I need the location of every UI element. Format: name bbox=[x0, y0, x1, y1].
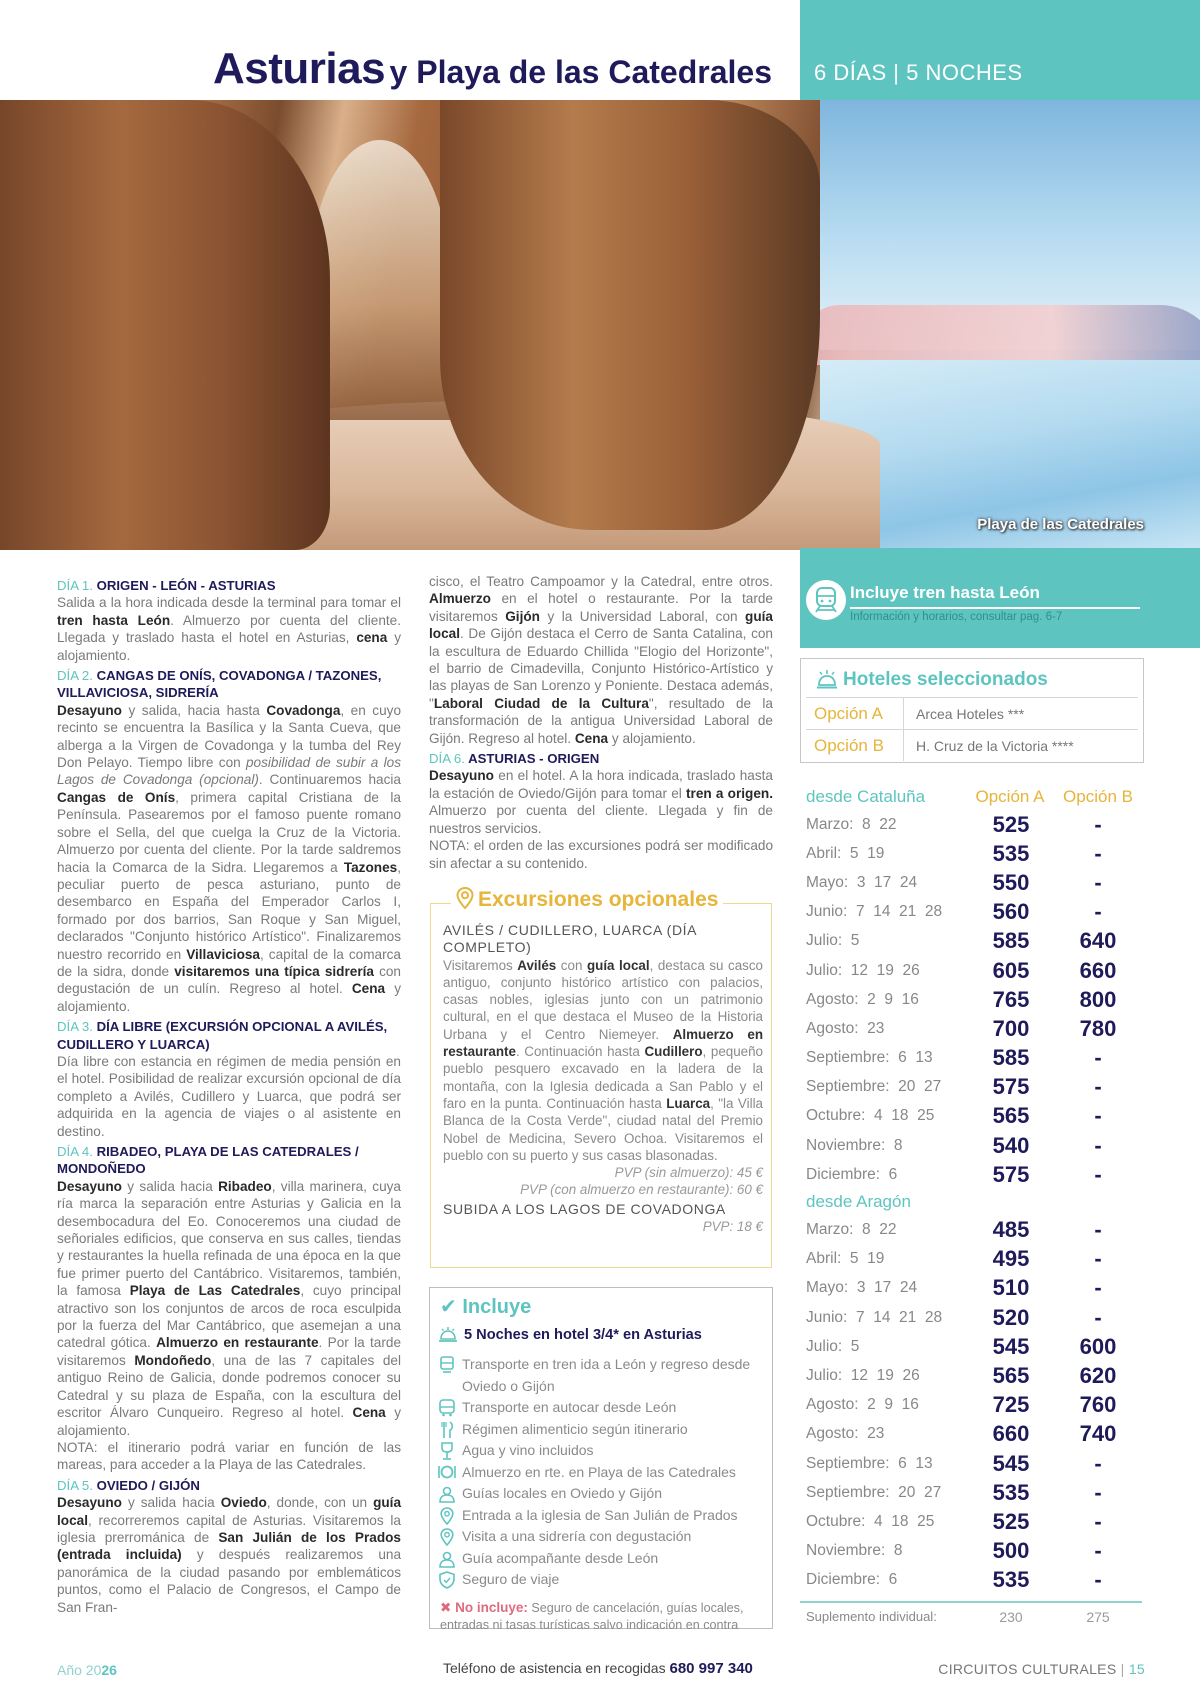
price-option-b: - bbox=[1094, 1217, 1102, 1243]
location-pin-icon bbox=[456, 887, 474, 909]
not-included-label: ✖ No incluye: bbox=[440, 1600, 528, 1615]
departure-dates: Septiembre: 6 13 bbox=[806, 1049, 933, 1067]
region-heading: desde Aragón bbox=[806, 1192, 911, 1212]
price-option-b: - bbox=[1094, 1132, 1102, 1158]
price-option-b: - bbox=[1094, 840, 1102, 866]
price-option-a: 550 bbox=[992, 869, 1030, 895]
departure-dates: Noviembre: 8 bbox=[806, 1542, 903, 1560]
price-option-a: 585 bbox=[992, 1045, 1030, 1071]
photo-rock-left bbox=[0, 100, 330, 550]
includes-list bbox=[438, 1354, 768, 1591]
day-heading: DÍA 4. RIBADEO, PLAYA DE LAS CATEDRALES / MONDOÑEDO bbox=[57, 1144, 359, 1177]
region-heading: desde Cataluña bbox=[806, 787, 926, 806]
price-option-a: 660 bbox=[992, 1421, 1030, 1447]
photo-rock-arch bbox=[440, 100, 820, 530]
includes-item: Seguro de viaje bbox=[438, 1569, 768, 1591]
price-row bbox=[806, 1478, 1146, 1507]
price-row bbox=[806, 1245, 1146, 1274]
day-text: Salida a la hora indicada desde la terminal para tomar el tren hasta León. Almuerzo por cuenta del cliente. Llegada y traslado hasta el hotel en Asturias, cena y alojamiento. bbox=[57, 595, 401, 663]
price-option-b: - bbox=[1094, 1275, 1102, 1301]
cross-circle-icon: ✖ bbox=[440, 1600, 452, 1615]
includes-item: Guías locales en Oviedo y Gijón bbox=[438, 1483, 768, 1505]
hotel-name: Arcea Hoteles *** bbox=[916, 705, 1025, 722]
phone-number: 680 997 340 bbox=[669, 1660, 753, 1677]
excursion-text: Visitaremos Avilés con guía local, destaca su casco antiguo, conjunto histórico artístico con palacios, casas nobles, iglesias junto con un patrimonio cultural, en el que destaca el Museo de la Historia Urbana y el Centro Niemeyer. Almuerzo en restaurante. Continuación hasta Cudillero, pequeño pueblo pesquero excavado en la ladera de la montaña, con la Iglesia dedicada a San Pablo y el faro en la punta. Continuación hasta Luarca, "la Villa Blanca de la Costa Verde", ciudad natal del Premio Nobel de Medicina, Severo Ochoa. Visitaremos el pueblo con su puerto y sus casas blasonadas. bbox=[443, 957, 764, 1163]
price-option-b: - bbox=[1094, 1450, 1102, 1476]
title-main: Asturias bbox=[213, 44, 386, 93]
includes-box bbox=[429, 1287, 773, 1632]
price-option-b: 640 bbox=[1079, 928, 1117, 954]
price-table-header bbox=[806, 1189, 1146, 1215]
departure-dates: Julio: 5 bbox=[806, 1337, 860, 1355]
day-note: NOTA: el orden de las excursiones podrá ser modificado sin afectar a su contenido. bbox=[429, 838, 773, 871]
departure-dates: Julio: 5 bbox=[806, 932, 860, 950]
itinerary-column-left bbox=[57, 574, 401, 1616]
hotel-option-label: Opción B bbox=[806, 730, 904, 761]
hotel-option-a bbox=[806, 697, 1138, 729]
column-option-b: Opción B bbox=[1063, 787, 1133, 806]
price-row bbox=[806, 1073, 1146, 1102]
excursion-heading: AVILÉS / CUDILLERO, LUARCA (DÍA COMPLETO) bbox=[443, 922, 697, 956]
price-option-b: 760 bbox=[1079, 1392, 1117, 1418]
price-rows-aragon bbox=[806, 1215, 1146, 1594]
plate-icon bbox=[438, 1464, 456, 1480]
departure-dates: Marzo: 8 22 bbox=[806, 1221, 897, 1239]
price-option-a: 725 bbox=[992, 1392, 1030, 1418]
price-row bbox=[806, 810, 1146, 839]
price-option-a: 545 bbox=[992, 1333, 1030, 1359]
price-row bbox=[806, 868, 1146, 897]
departure-dates: Julio: 12 19 26 bbox=[806, 1366, 920, 1384]
price-option-b: - bbox=[1094, 1508, 1102, 1534]
departure-dates: Octubre: 4 18 25 bbox=[806, 1107, 935, 1125]
price-option-a: 565 bbox=[992, 1103, 1030, 1129]
departure-dates: Junio: 7 14 21 28 bbox=[806, 1308, 943, 1326]
price-option-a: 545 bbox=[992, 1450, 1030, 1476]
price-option-b: - bbox=[1094, 1103, 1102, 1129]
departure-dates: Diciembre: 6 bbox=[806, 1165, 898, 1183]
column-option-a: Opción A bbox=[975, 787, 1045, 806]
departure-dates: Agosto: 23 bbox=[806, 1019, 885, 1037]
checkmark-icon: ✔ bbox=[440, 1296, 457, 1318]
price-row bbox=[806, 1332, 1146, 1361]
price-option-b: - bbox=[1094, 1567, 1102, 1593]
price-option-a: 485 bbox=[992, 1217, 1030, 1243]
train-banner bbox=[800, 580, 1145, 640]
price-option-b: - bbox=[1094, 1304, 1102, 1330]
train-title: Incluye tren hasta León bbox=[850, 583, 1040, 602]
wine-glass-icon bbox=[440, 1442, 454, 1460]
departure-dates: Abril: 5 19 bbox=[806, 844, 885, 862]
price-option-b: - bbox=[1094, 1045, 1102, 1071]
hotel-option-label: Opción A bbox=[806, 698, 904, 729]
price-row bbox=[806, 1044, 1146, 1073]
hotel-name: H. Cruz de la Victoria **** bbox=[916, 737, 1074, 754]
departure-dates: Noviembre: 8 bbox=[806, 1136, 903, 1154]
excursion-price: PVP: 18 € bbox=[702, 1219, 763, 1235]
price-row bbox=[806, 1274, 1146, 1303]
page-number: 15 bbox=[1128, 1661, 1145, 1677]
price-option-a: 585 bbox=[992, 928, 1030, 954]
departure-dates: Junio: 7 14 21 28 bbox=[806, 903, 943, 921]
price-option-b: - bbox=[1094, 1074, 1102, 1100]
guide-icon bbox=[439, 1485, 455, 1503]
price-row bbox=[806, 1537, 1146, 1566]
price-row bbox=[806, 1303, 1146, 1332]
price-option-a: 765 bbox=[992, 986, 1030, 1012]
footer-year: Año 2026 bbox=[57, 1662, 117, 1678]
price-row bbox=[806, 927, 1146, 956]
departure-dates: Octubre: 4 18 25 bbox=[806, 1512, 935, 1530]
departure-dates: Septiembre: 20 27 bbox=[806, 1483, 942, 1501]
includes-item: Almuerzo en rte. en Playa de las Catedrales bbox=[438, 1462, 768, 1484]
location-pin-icon bbox=[440, 1528, 454, 1546]
hotel-bell-icon bbox=[438, 1326, 458, 1344]
photo-arch bbox=[310, 140, 450, 420]
page-header bbox=[0, 0, 1200, 100]
price-option-a: 535 bbox=[992, 1479, 1030, 1505]
photo-distant-cliff bbox=[800, 305, 1200, 365]
price-option-b: 740 bbox=[1079, 1421, 1117, 1447]
price-row bbox=[806, 1102, 1146, 1131]
selected-hotels-box bbox=[800, 658, 1144, 763]
departure-dates: Abril: 5 19 bbox=[806, 1250, 885, 1268]
divider bbox=[850, 607, 1140, 609]
departure-dates: Diciembre: 6 bbox=[806, 1571, 898, 1589]
departure-dates: Agosto: 2 9 16 bbox=[806, 990, 919, 1008]
day-text: Desayuno y salida, hacia hasta Covadonga, en cuyo recinto se encuentra la Basílica y la Santa Cueva, que alberga a la Virgen de Covadonga y la tumba del Rey Don Pelayo. Tiempo libre con posibilidad de subir a los Lagos de Covadonga (opcional). Continuaremos hacia Cangas de Onís, primera capital Cristiana de la Península. Pasearemos por el famoso puente romano sobre el Sella, del que cuelga la Cruz de la Victoria. Almuerzo por cuenta del cliente. Por la tarde saldremos hacia la Comarca de la Sidra. Llegaremos a Tazones, peculiar puerto de pesca asturiano, punto de desembarco en España del Emperador Carlos I, formado por dos barrios, San Roque y San Miguel, declarados "Conjunto histórico Artístico". Finalizaremos nuestro recorrido en Villaviciosa, capital de la comarca de la sidra, donde visitaremos una típica sidrería con degustación de un culín. Regreso al hotel. Cena y alojamiento. bbox=[57, 702, 401, 1014]
day-text: Día libre con estancia en régimen de media pensión en el hotel. Posibilidad de realizar excursión opcional de día completo a Avilés, Cudillero y Luarca, que podrá ser adquirida en la agencia de viajes o al asistente en destino. bbox=[57, 1053, 401, 1139]
excursion-price: PVP (con almuerzo en restaurante): 60 € bbox=[520, 1182, 763, 1198]
price-option-a: 605 bbox=[992, 957, 1030, 983]
price-row bbox=[806, 1449, 1146, 1478]
price-option-a: 500 bbox=[992, 1538, 1030, 1564]
price-option-a: 495 bbox=[992, 1246, 1030, 1272]
price-row bbox=[806, 1215, 1146, 1244]
optional-excursions-box bbox=[430, 888, 772, 1268]
price-option-a: 525 bbox=[992, 811, 1030, 837]
excursion-price: PVP (sin almuerzo): 45 € bbox=[614, 1165, 763, 1181]
price-option-a: 520 bbox=[992, 1304, 1030, 1330]
hero-photo bbox=[0, 100, 1200, 550]
day-heading: DÍA 6. ASTURIAS - ORIGEN bbox=[429, 751, 600, 767]
price-row bbox=[806, 1507, 1146, 1536]
day-heading: DÍA 1. ORIGEN - LEÓN - ASTURIAS bbox=[57, 578, 276, 593]
price-option-b: 620 bbox=[1079, 1362, 1117, 1388]
location-pin-icon bbox=[440, 1507, 454, 1525]
price-row bbox=[806, 1160, 1146, 1189]
footer-phone: Teléfono de asistencia en recogidas 680 997 340 bbox=[443, 1660, 753, 1677]
price-option-a: 565 bbox=[992, 1362, 1030, 1388]
price-option-b: 780 bbox=[1079, 1015, 1117, 1041]
departure-dates: Marzo: 8 22 bbox=[806, 815, 897, 833]
includes-item: Transporte en autocar desde León bbox=[438, 1397, 768, 1419]
train-subtitle: Información y horarios, consultar pag. 6-7 bbox=[850, 611, 1063, 623]
price-row bbox=[806, 956, 1146, 985]
price-row bbox=[806, 1361, 1146, 1390]
itinerary-column-middle bbox=[429, 573, 773, 872]
price-option-b: - bbox=[1094, 1479, 1102, 1505]
guide-icon bbox=[439, 1550, 455, 1568]
excursions-title: Excursiones opcionales bbox=[451, 887, 723, 912]
price-table-header bbox=[806, 784, 1146, 810]
price-rows-cataluna bbox=[806, 810, 1146, 1189]
departure-dates: Mayo: 3 17 24 bbox=[806, 873, 918, 891]
duration-label: 6 DÍAS | 5 NOCHES bbox=[814, 60, 1023, 85]
hotel-option-b bbox=[806, 729, 1138, 761]
price-row bbox=[806, 898, 1146, 927]
hotels-title: Hoteles seleccionados bbox=[815, 669, 1048, 691]
price-table bbox=[806, 784, 1146, 1631]
price-option-b: 600 bbox=[1079, 1333, 1117, 1359]
day-heading: DÍA 2. CANGAS DE ONÍS, COVADONGA / TAZONES, VILLAVICIOSA, SIDRERÍA bbox=[57, 668, 382, 701]
hotel-bell-icon bbox=[815, 669, 839, 691]
price-row bbox=[806, 985, 1146, 1014]
day-text: Desayuno y salida hacia Oviedo, donde, con un guía local, recorreremos capital de Asturias. Visitaremos la iglesia prerrománica de San Julián de los Prados (entrada incluida) y después realizaremos una panorámica de la ciudad pasando por emblemáticos puntos, como el Palacio de Congresos, el Campo de San Fran- bbox=[57, 1495, 402, 1615]
includes-item: Agua y vino incluidos bbox=[438, 1440, 768, 1462]
price-option-a: 510 bbox=[992, 1275, 1030, 1301]
day-heading: DÍA 5. OVIEDO / GIJÓN bbox=[57, 1477, 200, 1493]
day-text-continued: cisco, el Teatro Campoamor y la Catedral, entre otros. Almuerzo en el hotel o restaurante. Por la tarde visitaremos Gijón y la Universidad Laboral, con guía local. De Gijón destaca el Cerro de Santa Catalina, con la escultura de Eduardo Chillida "Elogio del Horizonte", el barrio de Cimadevilla, Conjunto Histórico-Artístico y las playas de San Lorenzo y Poniente. Destaca además, "Laboral Ciudad de la Cultura", resultado de la transformación de la antigua Universidad Laboral de Gijón. Regreso al hotel. Cena y alojamiento. bbox=[429, 574, 773, 746]
includes-title: ✔ Incluye bbox=[440, 1296, 532, 1318]
day-text: Desayuno en el hotel. A la hora indicada, traslado hasta la estación de Oviedo/Gijón para tomar el tren a origen. Almuerzo por cuenta del cliente. Llegada y fin de nuestros servicios. bbox=[429, 768, 773, 836]
footer-section: CIRCUITOS CULTURALES | 15 bbox=[938, 1661, 1145, 1677]
single-supplement-row: Suplemento individual: 230 275 bbox=[806, 1608, 1110, 1625]
price-option-a: 525 bbox=[992, 1508, 1030, 1534]
price-option-a: 560 bbox=[992, 899, 1030, 925]
departure-dates: Mayo: 3 17 24 bbox=[806, 1279, 918, 1297]
page-title bbox=[213, 44, 772, 94]
departure-dates: Septiembre: 6 13 bbox=[806, 1454, 933, 1472]
price-option-b: - bbox=[1094, 899, 1102, 925]
includes-item: Régimen alimenticio según itinerario bbox=[438, 1419, 768, 1441]
price-option-b: 660 bbox=[1079, 957, 1117, 983]
price-option-a: 540 bbox=[992, 1132, 1030, 1158]
not-included-note: ✖ No incluye: Seguro de cancelación, guías locales, entradas ni tasas turísticas salvo indicación en contra bbox=[440, 1600, 744, 1632]
duration-banner bbox=[800, 0, 1200, 100]
excursions-content bbox=[443, 922, 763, 1235]
price-option-b: - bbox=[1094, 1161, 1102, 1187]
includes-item: Entrada a la iglesia de San Julián de Prados bbox=[438, 1505, 768, 1527]
day-text: Desayuno y salida hacia Ribadeo, villa marinera, cuya ría marca la separación entre Asturias y Galicia en la desembocadura del Eo. Conoceremos una ciudad de señoriales edificios, que conserva en sus calles, tiendas y restaurantes la huella refinada de una época en la que fue primer puerto del Cantábrico. Visitaremos, también, la famosa Playa de Las Catedrales, cuyo principal atractivo son los conjuntos de arcos de roca esculpida por la fuerza del Mar Cantábrico, que asemejan a una catedral gótica. Almuerzo en restaurante. Por la tarde visitaremos Mondoñedo, una de las 7 capitales del antiguo Reino de Galicia, donde podremos conocer su Catedral y su plaza de España, con la escultura del escritor Álvaro Cunqueiro. Regreso al hotel. Cena y alojamiento. bbox=[57, 1178, 402, 1438]
photo-caption: Playa de las Catedrales bbox=[977, 516, 1144, 533]
price-option-b: - bbox=[1094, 1538, 1102, 1564]
departure-dates: Septiembre: 20 27 bbox=[806, 1078, 942, 1096]
price-option-b: - bbox=[1094, 1246, 1102, 1272]
includes-hotel: 5 Noches en hotel 3/4* en Asturias bbox=[438, 1326, 702, 1344]
price-option-a: 535 bbox=[992, 1567, 1030, 1593]
price-option-b: 800 bbox=[1079, 986, 1117, 1012]
price-row bbox=[806, 839, 1146, 868]
price-option-b: - bbox=[1094, 869, 1102, 895]
day-heading: DÍA 3. DÍA LIBRE (EXCURSIÓN OPCIONAL A AVILÉS, CUDILLERO Y LUARCA) bbox=[57, 1019, 388, 1052]
shield-icon bbox=[439, 1571, 455, 1589]
price-row bbox=[806, 1014, 1146, 1043]
title-sub: y Playa de las Catedrales bbox=[389, 54, 772, 90]
price-option-b: - bbox=[1094, 811, 1102, 837]
price-row bbox=[806, 1391, 1146, 1420]
cutlery-icon bbox=[440, 1421, 454, 1439]
includes-item: Visita a una sidrería con degustación bbox=[438, 1526, 768, 1548]
price-option-a: 575 bbox=[992, 1074, 1030, 1100]
train-icon bbox=[440, 1356, 454, 1374]
price-row bbox=[806, 1566, 1146, 1595]
excursion-heading: SUBIDA A LOS LAGOS DE COVADONGA bbox=[443, 1200, 726, 1217]
price-option-a: 535 bbox=[992, 840, 1030, 866]
day-note: NOTA: el itinerario podrá variar en función de las mareas, para acceder a la Playa de las Catedrales. bbox=[57, 1439, 401, 1473]
departure-dates: Agosto: 2 9 16 bbox=[806, 1396, 919, 1414]
bus-icon bbox=[439, 1399, 455, 1417]
includes-item: Transporte en tren ida a León y regreso desde Oviedo o Gijón bbox=[438, 1354, 768, 1397]
price-option-a: 700 bbox=[992, 1015, 1030, 1041]
departure-dates: Agosto: 23 bbox=[806, 1425, 885, 1443]
price-option-a: 575 bbox=[992, 1161, 1030, 1187]
includes-item: Guía acompañante desde León bbox=[438, 1548, 768, 1570]
price-row bbox=[806, 1420, 1146, 1449]
train-icon bbox=[806, 580, 846, 620]
departure-dates: Julio: 12 19 26 bbox=[806, 961, 920, 979]
price-row bbox=[806, 1131, 1146, 1160]
